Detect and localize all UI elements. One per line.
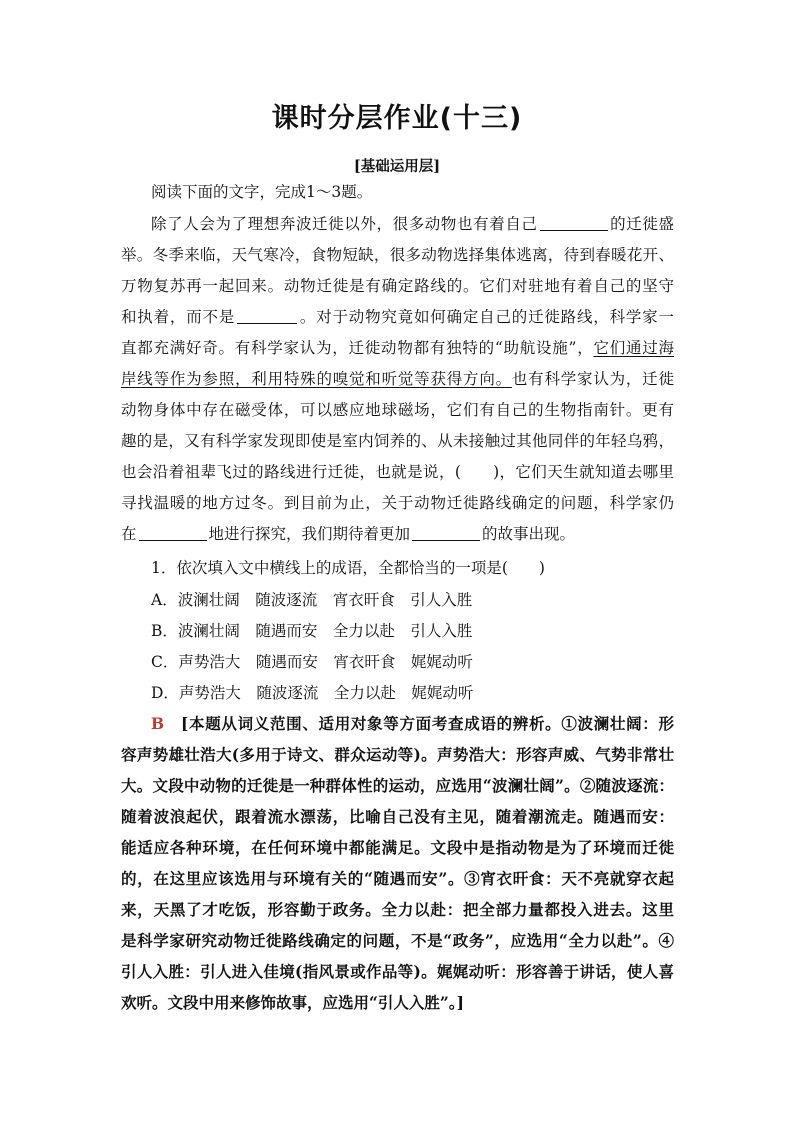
underlined-text: 它们通过海 — [593, 339, 674, 357]
option-d: D．声势浩大 随波逐流 全力以赴 娓娓动听 — [151, 684, 474, 702]
answer-line: 引人入胜：引人进入佳境(指风景或作品等)。娓娓动听：形容善于讲话，使人喜 — [121, 962, 674, 981]
passage-text: 在 — [121, 525, 137, 543]
answer-line: 容声势雄壮浩大(多用于诗文、群众运动等)。声势浩大：形容声威、气势非常壮 — [121, 745, 674, 764]
passage-line: 万物复苏再一起回来。动物迁徙是有确定路线的。它们对驻地有着自己的坚守 — [121, 277, 674, 295]
answer-line: 随着波浪起伏，跟着流水漂荡，比喻自己没有主见，随着潮流走。随遇而安： — [121, 807, 674, 826]
answer-text: [本题从词义范围、适用对象等方面考查成语的辨析。①波澜壮阔：形 — [181, 714, 674, 733]
passage-line — [121, 523, 575, 545]
passage-text: 的迁徙盛 — [609, 215, 674, 233]
passage-line: 动物身体中存在磁受体，可以感应地球磁场，它们有自己的生物指南针。更有 — [121, 401, 674, 419]
passage-line: 趣的是，又有科学家发现即使是室内饲养的、从未接触过其他同伴的年轻乌鸦， — [121, 432, 674, 450]
passage-text: 地进行探究，我们期待着更加 — [208, 525, 411, 543]
fill-blank — [139, 524, 207, 541]
passage-text: 也有科学家认为，迁徙 — [511, 370, 674, 388]
intro-text: 阅读下面的文字，完成1～3题。 — [151, 183, 373, 201]
option-c: C．声势浩大 随遇而安 宵衣旰食 娓娓动听 — [151, 653, 473, 671]
passage-line — [121, 337, 674, 359]
answer-line: 大。文段中动物的迁徙是一种群体性的运动，应选用“波澜壮阔”。②随波逐流： — [121, 776, 674, 795]
section-heading: [基础运用层] — [353, 158, 441, 175]
passage-text: 的故事出现。 — [482, 525, 576, 543]
passage-line — [151, 213, 674, 235]
passage-line: 也会沿着祖辈飞过的路线进行迁徙，也就是说，( )，它们天生就知道去哪里 — [121, 463, 674, 481]
passage-text: 和执着，而不是 — [121, 308, 236, 326]
passage-text: 直都充满好奇。有科学家认为，迁徙动物都有独特的“助航设施”， — [121, 339, 594, 357]
fill-blank — [237, 307, 297, 324]
page-title: 课时分层作业(十三) — [271, 103, 523, 134]
option-a: A．波澜壮阔 随波逐流 宵衣旰食 引人入胜 — [151, 591, 473, 609]
answer-line: 的，在这里应该选用与环境有关的“随遇而安”。③宵衣旰食：天不亮就穿衣起 — [121, 869, 674, 888]
answer-line: 能适应各种环境，在任何环境中都能满足。文段中是指动物是为了环境而迁徙 — [121, 838, 674, 857]
underlined-text: 岸线等作为参照，利用特殊的嗅觉和听觉等获得方向。 — [121, 370, 512, 388]
fill-blank — [540, 214, 608, 231]
answer-line — [151, 713, 674, 735]
passage-line: 举。冬季来临，天气寒冷，食物短缺，很多动物选择集体逃离，待到春暖花开、 — [121, 246, 674, 264]
passage-text: 除了人会为了理想奔波迁徙以外，很多动物也有着自己 — [151, 215, 538, 233]
option-b: B．波澜壮阔 随遇而安 全力以赴 引人入胜 — [151, 622, 473, 640]
answer-letter: B — [151, 714, 165, 733]
question-text: 1．依次填入文中横线上的成语，全都恰当的一项是( ) — [151, 559, 545, 577]
passage-line: 寻找温暖的地方过冬。到目前为止，关于动物迁徙路线确定的问题，科学家仍 — [121, 494, 674, 512]
answer-line: 是科学家研究动物迁徙路线确定的问题，不是“政务”，应选用“全力以赴”。④ — [121, 931, 674, 950]
answer-line: 来，天黑了才吃饭，形容勤于政务。全力以赴：把全部力量都投入进去。这里 — [121, 900, 674, 919]
answer-line: 欢听。文段中用来修饰故事，应选用“引人入胜”。] — [121, 993, 464, 1012]
passage-line — [121, 368, 674, 390]
fill-blank — [412, 524, 480, 541]
passage-line — [121, 306, 674, 328]
passage-text: 。对于动物究竟如何确定自己的迁徙路线，科学家一 — [299, 308, 674, 326]
